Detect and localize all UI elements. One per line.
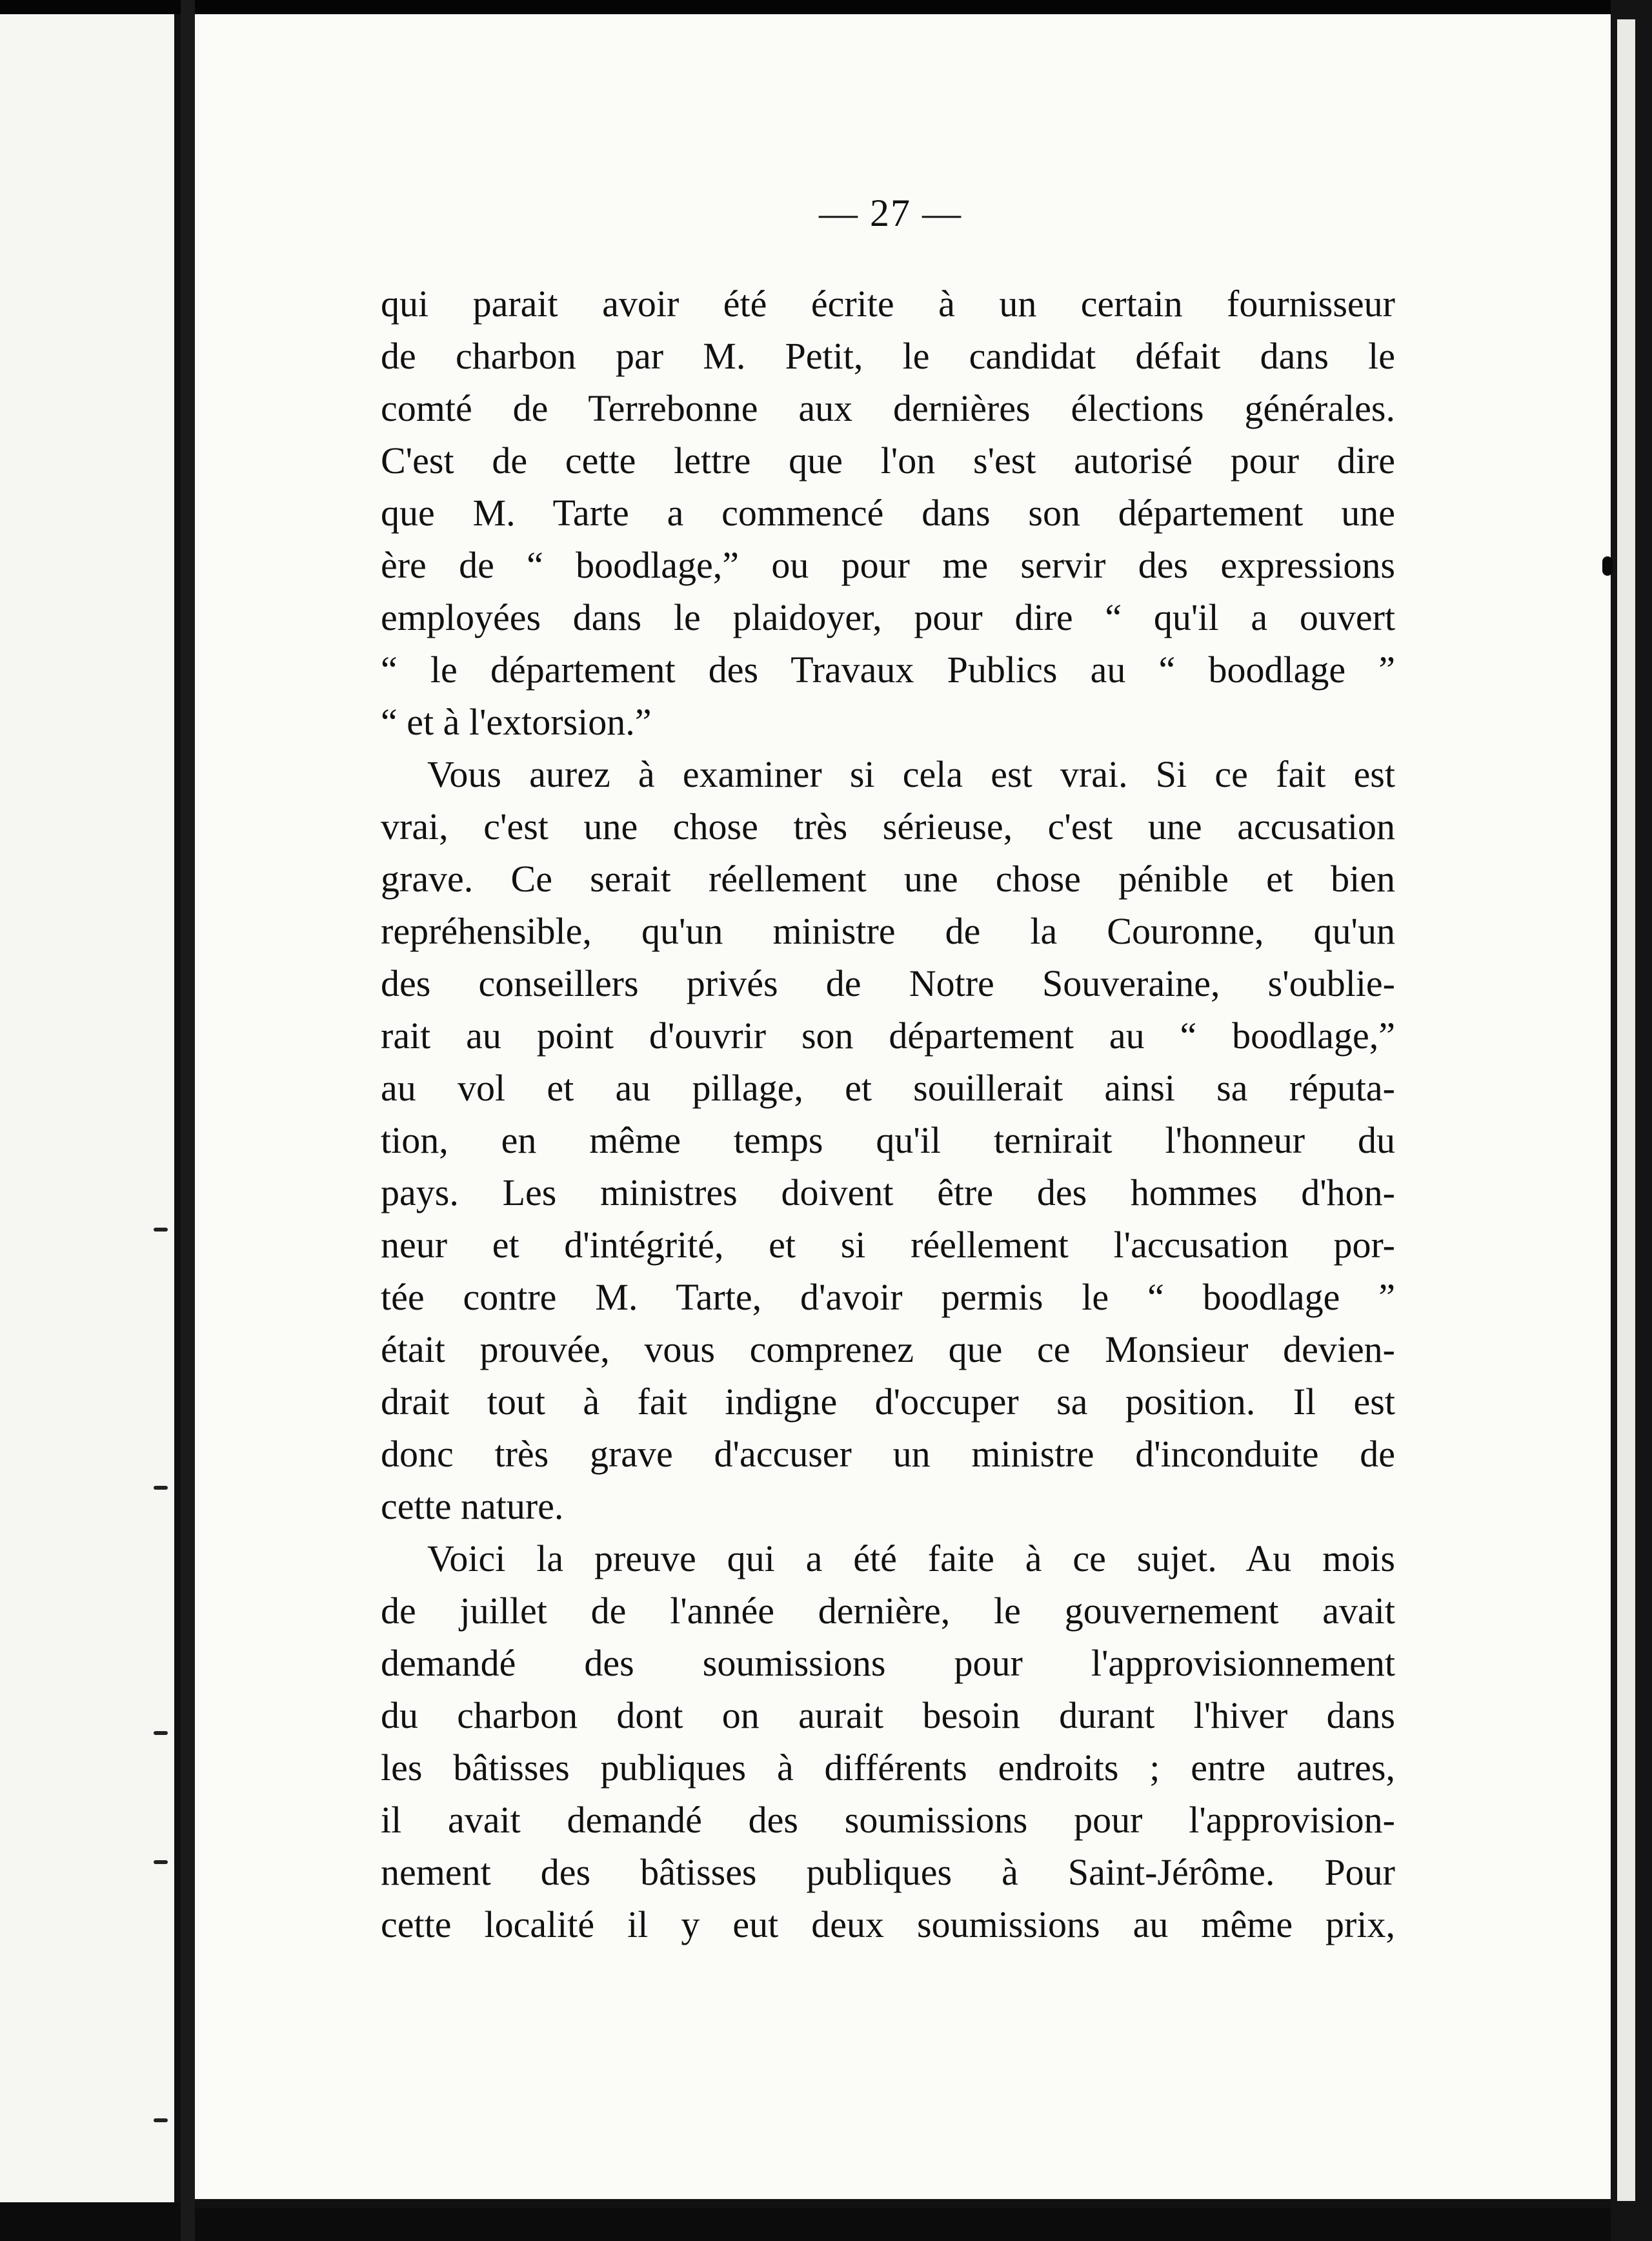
text-line: était prouvée, vous comprenez que ce Monsieur devien- [381, 1328, 1395, 1370]
text-line: comté de Terrebonne aux dernières élections générales. [381, 387, 1395, 429]
text-line: pays. Les ministres doivent être des hommes d'hon- [381, 1171, 1395, 1213]
facing-page-mark [154, 1860, 168, 1864]
text-line: qui parait avoir été écrite à un certain fournisseur [381, 283, 1395, 325]
facing-page-mark [154, 1228, 168, 1232]
margin-dot-mark [1602, 556, 1613, 576]
text-line: nement des bâtisses publiques à Saint-Jérôme. Pour [381, 1851, 1395, 1893]
text-line: Vous aurez à examiner si cela est vrai. Si ce fait est [427, 753, 1395, 795]
text-line: de charbon par M. Petit, le candidat défait dans le [381, 335, 1395, 377]
text-line: drait tout à fait indigne d'occuper sa position. Il est [381, 1381, 1395, 1423]
text-line: demandé des soumissions pour l'approvisionnement [381, 1642, 1395, 1684]
page-edge-strip [1617, 19, 1635, 2201]
paragraph-2 [381, 748, 1395, 1532]
facing-page-edge [0, 14, 181, 2202]
text-line: repréhensible, qu'un ministre de la Couronne, qu'un [381, 910, 1395, 952]
text-line: tion, en même temps qu'il ternirait l'honneur du [381, 1119, 1395, 1161]
text-line: cette nature. [381, 1485, 564, 1527]
text-line: donc très grave d'accuser un ministre d'inconduite de [381, 1433, 1395, 1475]
text-line: “ et à l'extorsion.” [381, 701, 652, 743]
text-line: C'est de cette lettre que l'on s'est autorisé pour dire [381, 440, 1395, 482]
text-line: les bâtisses publiques à différents endroits ; entre autres, [381, 1747, 1395, 1789]
page-number: — 27 — [819, 192, 962, 234]
text-line: il avait demandé des soumissions pour l'approvision- [381, 1799, 1395, 1841]
text-line: au vol et au pillage, et souillerait ainsi sa réputa- [381, 1067, 1395, 1109]
text-line: grave. Ce serait réellement une chose pénible et bien [381, 858, 1395, 900]
text-line: que M. Tarte a commencé dans son département une [381, 492, 1395, 534]
text-line: cette localité il y eut deux soumissions au même prix, [381, 1903, 1395, 1945]
page-gutter [181, 0, 195, 2241]
text-line: Voici la preuve qui a été faite à ce sujet. Au mois [427, 1537, 1395, 1579]
facing-page-mark [154, 1486, 168, 1490]
text-line: de juillet de l'année dernière, le gouvernement avait [381, 1590, 1395, 1632]
text-line: rait au point d'ouvrir son département au “ boodlage,” [381, 1015, 1395, 1057]
text-line: des conseillers privés de Notre Souveraine, s'oublie- [381, 962, 1395, 1004]
paragraph-1 [381, 278, 1395, 748]
text-line: du charbon dont on aurait besoin durant l'hiver dans [381, 1694, 1395, 1736]
facing-page-mark [154, 1731, 168, 1735]
text-line: employées dans le plaidoyer, pour dire “ qu'il a ouvert [381, 596, 1395, 638]
text-line: tée contre M. Tarte, d'avoir permis le “ boodlage ” [381, 1276, 1395, 1318]
text-line: ère de “ boodlage,” ou pour me servir des expressions [381, 544, 1395, 586]
paragraph-3 [381, 1532, 1395, 1951]
text-line: “ le département des Travaux Publics au “ boodlage ” [381, 649, 1395, 691]
text-line: vrai, c'est une chose très sérieuse, c'est une accusation [381, 806, 1395, 847]
text-line: neur et d'intégrité, et si réellement l'accusation por- [381, 1224, 1395, 1266]
body-text [381, 278, 1395, 1951]
facing-page-mark [154, 2118, 168, 2122]
